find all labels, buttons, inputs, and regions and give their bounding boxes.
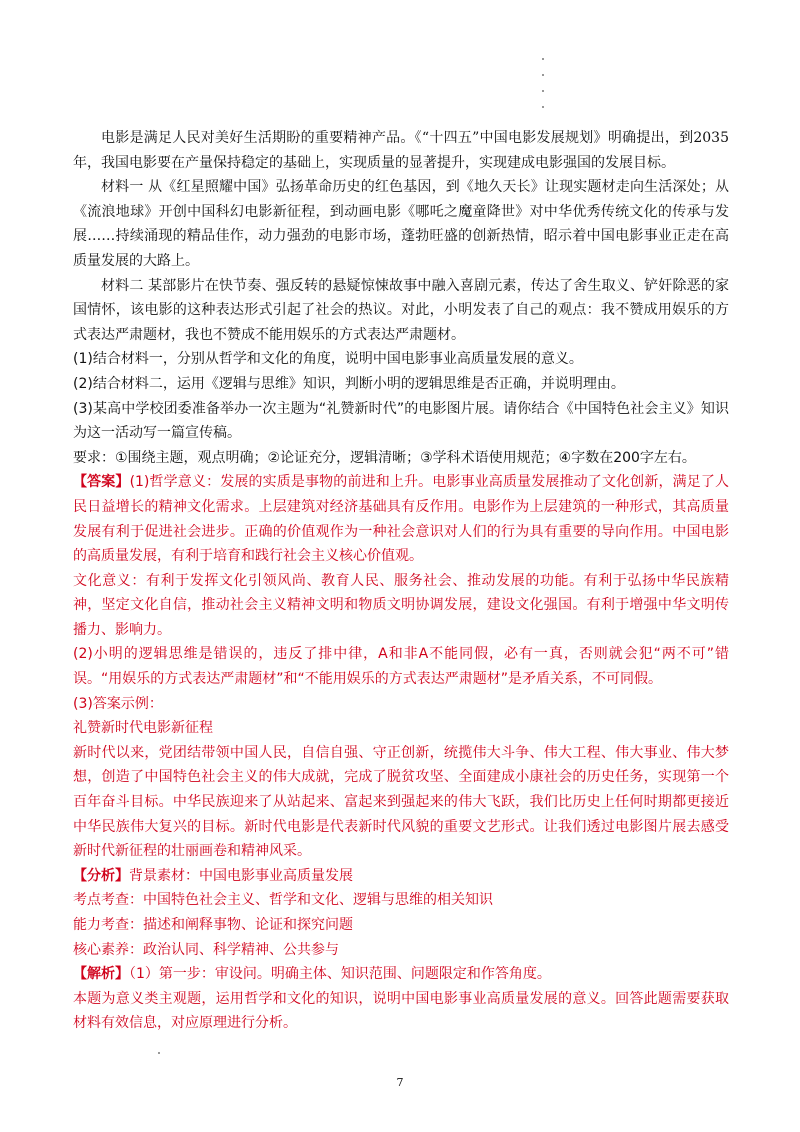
answer-3-title: 礼赞新时代电影新征程	[73, 720, 213, 737]
analysis-tag: 【分析】	[73, 867, 129, 884]
intro-paragraph: 电影是满足人民对美好生活期盼的重要精神产品。《“十四五”中国电影发展规划》明确提出，到2035年，我国电影要在产量保持稳定的基础上，实现质量的显著提升，实现建成电影强国的发展目标。	[73, 130, 729, 171]
explanation-body: 本题为意义类主观题，运用哲学和文化的知识，说明中国电影事业高质量发展的意义。回答此题需要获取材料有效信息，对应原理进行分析。	[73, 990, 729, 1032]
answer-3-body: 新时代以来，党团结带领中国人民，自信自强、守正创新，统揽伟大斗争、伟大工程、伟大事业、伟大梦想，创造了中国特色社会主义的伟大成就，完成了脱贫攻坚、全面建成小康社会的历史任务，实现第一个百年奋斗目标。中华民族迎来了从站起来、富起来到强起来的伟大飞跃，我们比历史上任何时期都更接近中华民族伟大复兴的目标。新时代电影是代表新时代风貌的重要文艺形式。让我们透过电影图片展去感受新时代新征程的壮丽画卷和精神风采。	[73, 744, 729, 860]
answer-3-head: (3)答案示例：	[73, 695, 163, 712]
decorative-dots	[542, 58, 546, 122]
analysis-background-text: 背景素材：中国电影事业高质量发展	[129, 867, 353, 884]
analysis-background	[73, 864, 729, 889]
answer-culture: 文化意义：有利于发挥文化引领风尚、教育人民、服务社会、推动发展的功能。有利于弘扬中华民族精神，坚定文化自信，推动社会主义精神文明和物质文明协调发展，建设文化强国。有利于增强中华文明传播力、影响力。	[73, 572, 729, 638]
analysis-ability: 能力考查：描述和阐释事物、论证和探究问题	[73, 917, 353, 933]
material-one: 材料一 从《红星照耀中国》弘扬革命历史的红色基因，到《地久天长》让现实题材走向生活深处；从《流浪地球》开创中国科幻电影新征程，到动画电影《哪吒之魔童降世》对中华优秀传统文化的传承与发展……持续涌现的精品佳作，动力强劲的电影市场，蓬勃旺盛的创新热情，昭示着中国电影事业正走在高质量发展的大路上。	[73, 179, 729, 269]
question-2: (2)结合材料二，运用《逻辑与思维》知识，判断小明的逻辑思维是否正确，并说明理由。	[73, 375, 625, 392]
decorative-dot	[158, 1052, 160, 1054]
question-3: (3)某高中学校团委准备举办一次主题为“礼赞新时代”的电影图片展。请你结合《中国特色社会主义》知识为这一活动写一篇宣传稿。	[73, 400, 729, 442]
question-1: (1)结合材料一，分别从哲学和文化的角度，说明中国电影事业高质量发展的意义。	[73, 351, 583, 368]
explanation-step1-text: （1）第一步：审设问。明确主体、知识范围、问题限定和作答角度。	[129, 966, 551, 983]
answer-philosophy	[73, 470, 729, 568]
answer-tag: 【答案】	[73, 474, 130, 491]
explanation-step1	[73, 962, 729, 987]
material-two: 材料二 某部影片在快节奏、强反转的悬疑惊悚故事中融入喜剧元素，传达了舍生取义、铲奸除恶的家国情怀，该电影的这种表达形式引起了社会的热议。对此，小明发表了自己的观点：我不赞成用娱乐的方式表达严肃题材，我也不赞成不能用娱乐的方式表达严肃题材。	[73, 277, 729, 343]
analysis-literacy: 核心素养：政治认同、科学精神、公共参与	[73, 941, 339, 958]
document-body	[73, 126, 729, 1036]
analysis-points: 考点考查：中国特色社会主义、哲学和文化、逻辑与思维的相关知识	[73, 892, 493, 909]
page-number: 7	[396, 1076, 404, 1089]
answer-logic: (2)小明的逻辑思维是错误的，违反了排中律，A和非A不能同假，必有一真，否则就会犯“两不可”错误。“用娱乐的方式表达严肃题材”和“不能用娱乐的方式表达严肃题材”是矛盾关系，不可同假。	[73, 646, 729, 688]
explanation-tag: 【解析】	[73, 966, 129, 983]
answer-philosophy-text: (1)哲学意义：发展的实质是事物的前进和上升。电影事业高质量发展推动了文化创新，满足了人民日益增长的精神文化需求。上层建筑对经济基础具有反作用。电影作为上层建筑的一种形式，其高质量发展有利于促进社会进步。正确的价值观作为一种社会意识对人们的行为具有重要的导向作用。中国电影的高质量发展，有利于培育和践行社会主义核心价值观。	[73, 474, 730, 565]
question-requirements: 要求：①围绕主题，观点明确；②论证充分，逻辑清晰；③学科术语使用规范；④字数在200字左右。	[73, 449, 696, 466]
